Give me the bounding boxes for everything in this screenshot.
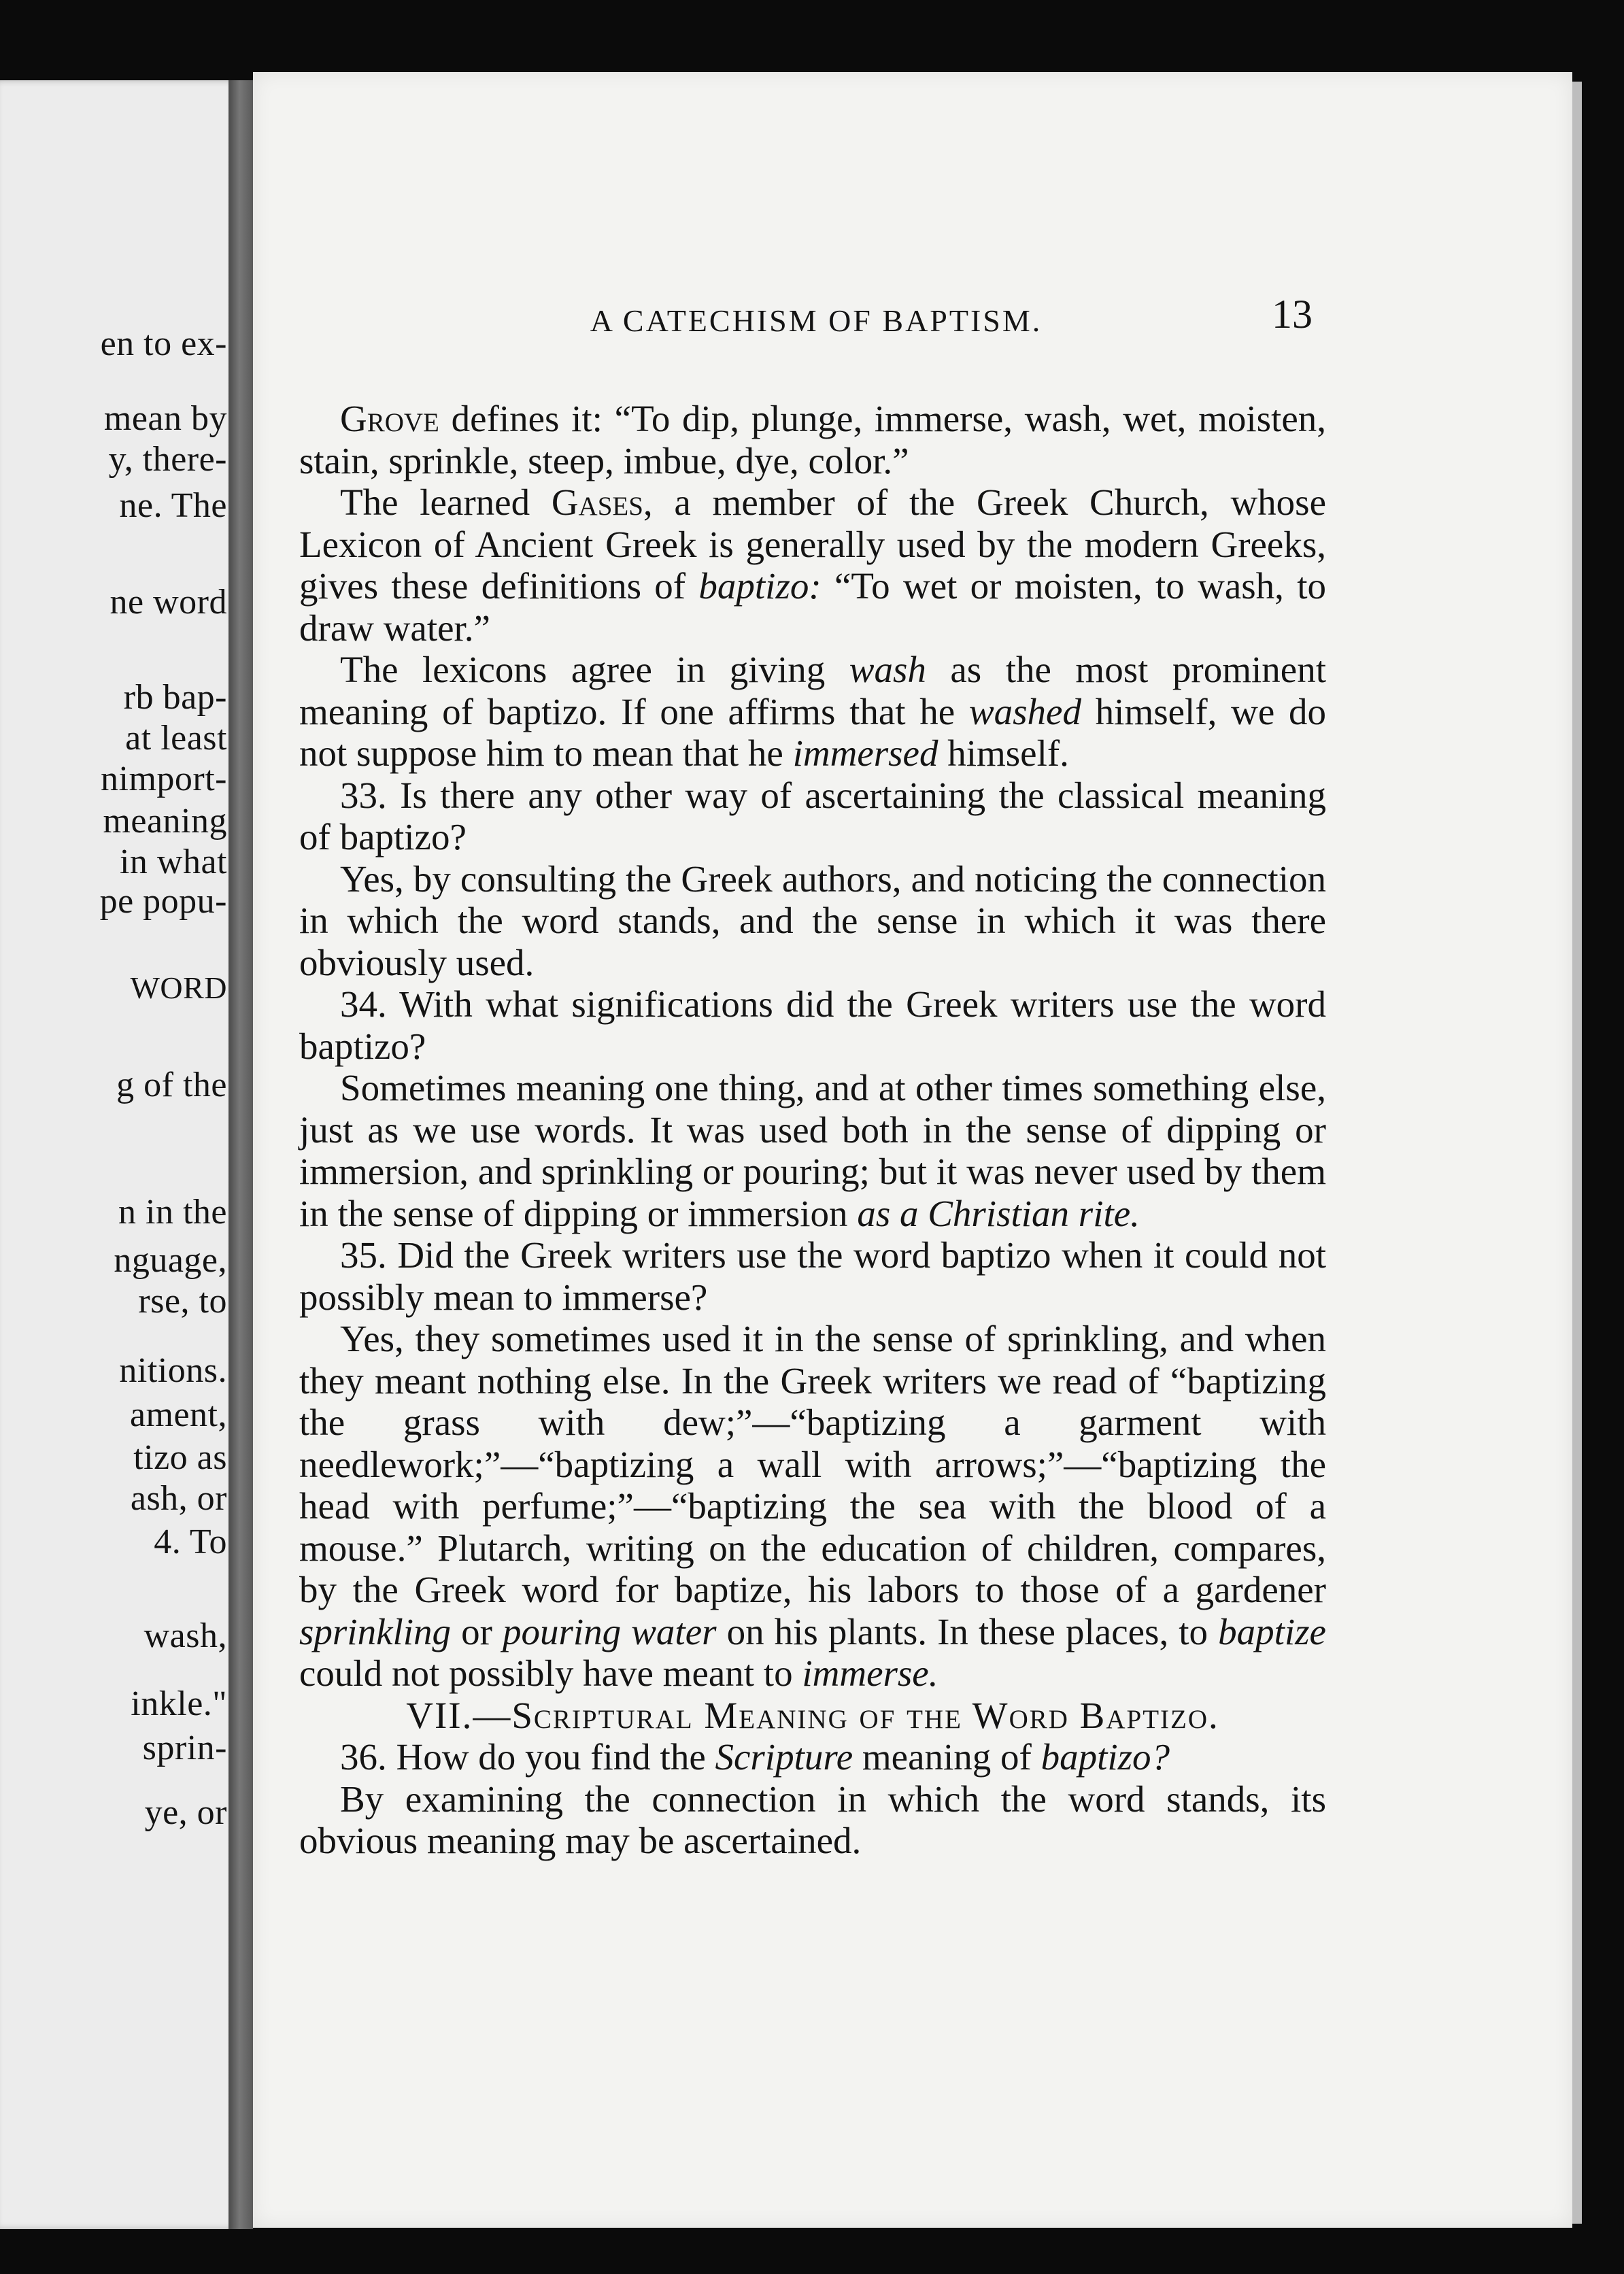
italic-term: sprinkling xyxy=(299,1610,452,1652)
left-page-line: ash, or xyxy=(130,1479,227,1518)
page-body xyxy=(299,398,1326,1862)
left-page-line: rb bap- xyxy=(123,678,227,717)
left-page-line: ament, xyxy=(129,1395,227,1434)
left-page-line: g of the xyxy=(116,1066,227,1104)
question-33: 33. Is there any other way of ascertaining the classical meaning of baptizo? xyxy=(299,774,1326,858)
left-page-line: ne word xyxy=(109,583,227,622)
paragraph-gases xyxy=(299,481,1326,649)
left-page-line: nitions. xyxy=(119,1351,227,1390)
paragraph-text: or xyxy=(451,1610,503,1652)
left-page-line: rse, to xyxy=(138,1282,227,1321)
paragraph-text: The learned xyxy=(340,481,552,523)
left-page-line: y, there- xyxy=(108,440,227,479)
italic-term: pouring water xyxy=(503,1610,717,1652)
left-page-line: 4. To xyxy=(154,1523,227,1561)
paragraph-text: “To wet or moisten, to wash, to draw water.” xyxy=(299,565,1326,649)
italic-term: baptize xyxy=(1218,1610,1326,1652)
paragraph-text: himself. xyxy=(938,732,1069,774)
italic-term: baptizo? xyxy=(1041,1736,1170,1778)
left-page-line: in what xyxy=(119,843,227,881)
paragraph-text: Sometimes meaning one thing, and at other times something else, just as we use words. It was used both in the sense of dipping or immersion, and sprinkling or pouring; but it was never used by them in the sense of dipping or immersion xyxy=(299,1067,1326,1234)
left-page-line: mean by xyxy=(103,399,227,438)
left-page-line: tizo as xyxy=(133,1438,227,1477)
left-page-line: inkle." xyxy=(131,1684,227,1723)
italic-term: immerse. xyxy=(802,1652,938,1694)
left-page-line: at least xyxy=(125,719,227,758)
left-page-line: nguage, xyxy=(114,1241,227,1280)
question-34: 34. With what significations did the Greek writers use the word baptizo? xyxy=(299,983,1326,1067)
paragraph-text: on his plants. In these places, to xyxy=(716,1610,1219,1652)
answer-36: By examining the connection in which the word stands, its obvious meaning may be ascertained. xyxy=(299,1778,1326,1861)
question-35: 35. Did the Greek writers use the word baptizo when it could not possibly mean to immerse? xyxy=(299,1234,1326,1318)
paragraph-text: could not possibly have meant to xyxy=(299,1652,802,1694)
paragraph-text: 36. How do you find the xyxy=(340,1736,715,1778)
italic-term: wash xyxy=(849,649,926,690)
left-page-line: sprin- xyxy=(142,1729,227,1767)
answer-34 xyxy=(299,1067,1326,1234)
paragraph-text: Yes, they sometimes used it in the sense of sprinkling, and when they meant nothing else. In the Greek writers we read of “baptizing the grass with dew;”—“baptizing a garment with needlework;”—“baptizing a wall with arrows;”—“baptizing the head with perfume;”—“baptizing the sea with the blood of a mouse.” Plutarch, writing on the education of children, compares, by the Greek word for baptize, his labors to those of a gardener xyxy=(299,1318,1326,1610)
left-page xyxy=(0,80,239,2229)
left-page-line: WORD xyxy=(130,970,227,1005)
page-number: 13 xyxy=(1272,292,1313,337)
left-page-line: n in the xyxy=(118,1193,227,1232)
left-page-line: wash, xyxy=(143,1616,227,1655)
section-heading: VII.—Scriptural Meaning of the Word Baptizo. xyxy=(406,1694,1219,1736)
question-36 xyxy=(299,1736,1326,1778)
paragraph-text: The lexicons agree in giving xyxy=(340,649,849,690)
left-page-line: en to ex- xyxy=(100,324,227,363)
paragraph-text: meaning of xyxy=(853,1736,1041,1778)
left-page-line: nimport- xyxy=(101,760,227,798)
left-page-line: ne. The xyxy=(119,486,227,525)
author-name: Gases xyxy=(551,481,643,523)
italic-term: baptizo: xyxy=(698,565,822,607)
running-header: A CATECHISM OF BAPTISM. xyxy=(590,303,1043,338)
paragraph-text: himself, we do not suppose him to mean that he xyxy=(299,690,1327,774)
paragraph-text: as the most prominent meaning of baptizo. If one affirms that he xyxy=(299,649,1326,732)
answer-35 xyxy=(299,1318,1326,1695)
italic-term: immersed xyxy=(792,732,938,774)
paragraph-text: defines it: “To dip, plunge, immerse, wash, wet, moisten, stain, sprinkle, steep, imbue, dye, color.” xyxy=(299,398,1326,481)
paragraph-lexicons xyxy=(299,649,1326,775)
paragraph-grove xyxy=(299,398,1326,481)
italic-term: washed xyxy=(968,690,1081,732)
left-page-line: ye, or xyxy=(144,1793,227,1832)
book-gutter xyxy=(229,80,253,2229)
italic-term: Scripture xyxy=(715,1736,853,1778)
answer-33: Yes, by consulting the Greek authors, and noticing the connection in which the word stands, and the sense in which it was there obviously used. xyxy=(299,858,1326,983)
italic-term: as a Christian rite. xyxy=(857,1192,1140,1234)
left-page-line: meaning xyxy=(103,802,227,841)
author-name: Grove xyxy=(340,398,439,439)
left-page-line: pe popu- xyxy=(99,882,227,921)
paragraph-text: , a member of the Greek Church, whose Lexicon of Ancient Greek is generally used by the modern Greeks, gives these definitions of xyxy=(299,481,1326,607)
page-edge xyxy=(1572,82,1582,2224)
